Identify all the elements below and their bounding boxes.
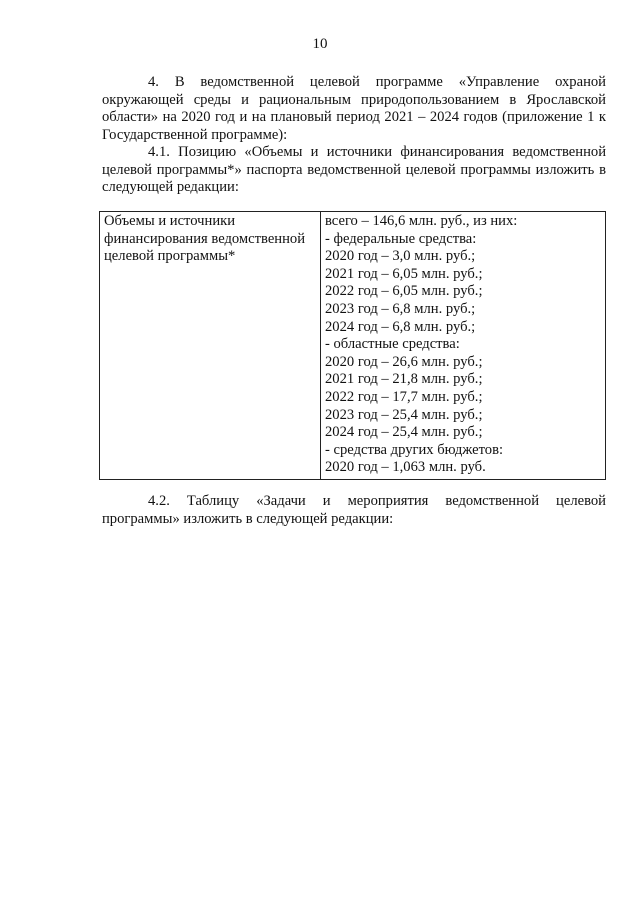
year-amount-line: 2022 год – 17,7 млн. руб.; bbox=[325, 388, 483, 405]
table-row bbox=[100, 212, 606, 480]
funding-values-cell bbox=[321, 212, 606, 480]
funding-label-cell bbox=[100, 212, 321, 480]
year-amount-line: 2023 год – 25,4 млн. руб.; bbox=[325, 406, 483, 423]
paragraph-4-1: 4.1. Позицию «Объемы и источники финансирования ведомственной целевой программы*» паспорта ведомственной целевой программы изложить в следующей редакции: bbox=[102, 144, 606, 196]
year-amount-line: 2021 год – 21,8 млн. руб.; bbox=[325, 371, 483, 388]
year-amount-line: 2023 год – 6,8 млн. руб.; bbox=[325, 300, 476, 317]
year-amount-line: 2020 год – 26,6 млн. руб.; bbox=[325, 353, 483, 370]
funding-table bbox=[99, 211, 606, 480]
page-number: 10 bbox=[312, 36, 328, 52]
label-line: целевой программы* bbox=[104, 248, 236, 265]
source-heading: - средства других бюджетов: bbox=[325, 441, 504, 458]
year-amount-line: 2024 год – 25,4 млн. руб.; bbox=[325, 424, 483, 441]
paragraph-4: 4. В ведомственной целевой программе «Управление охраной окружающей среды и рациональным природопользованием в Ярославской области» на 2020 год и на плановый период 2021 – 2024 годов (приложение 1 к Государственной программе): bbox=[102, 74, 606, 143]
source-heading: - федеральные средства: bbox=[325, 230, 477, 247]
total-line: всего – 146,6 млн. руб., из них: bbox=[325, 213, 518, 229]
year-amount-line: 2022 год – 6,05 млн. руб.; bbox=[325, 283, 483, 300]
source-heading: - областные средства: bbox=[325, 336, 460, 353]
year-amount-line: 2021 год – 6,05 млн. руб.; bbox=[325, 265, 483, 282]
label-line: Объемы и источники bbox=[104, 213, 236, 229]
year-amount-line: 2024 год – 6,8 млн. руб.; bbox=[325, 318, 476, 335]
label-line: финансирования ведомственной bbox=[104, 230, 306, 247]
paragraph-4-2: 4.2. Таблицу «Задачи и мероприятия ведомственной целевой программы» изложить в следующей редакции: bbox=[102, 493, 606, 527]
year-amount-line: 2020 год – 3,0 млн. руб.; bbox=[325, 248, 476, 265]
year-amount-line: 2020 год – 1,063 млн. руб. bbox=[325, 459, 486, 476]
